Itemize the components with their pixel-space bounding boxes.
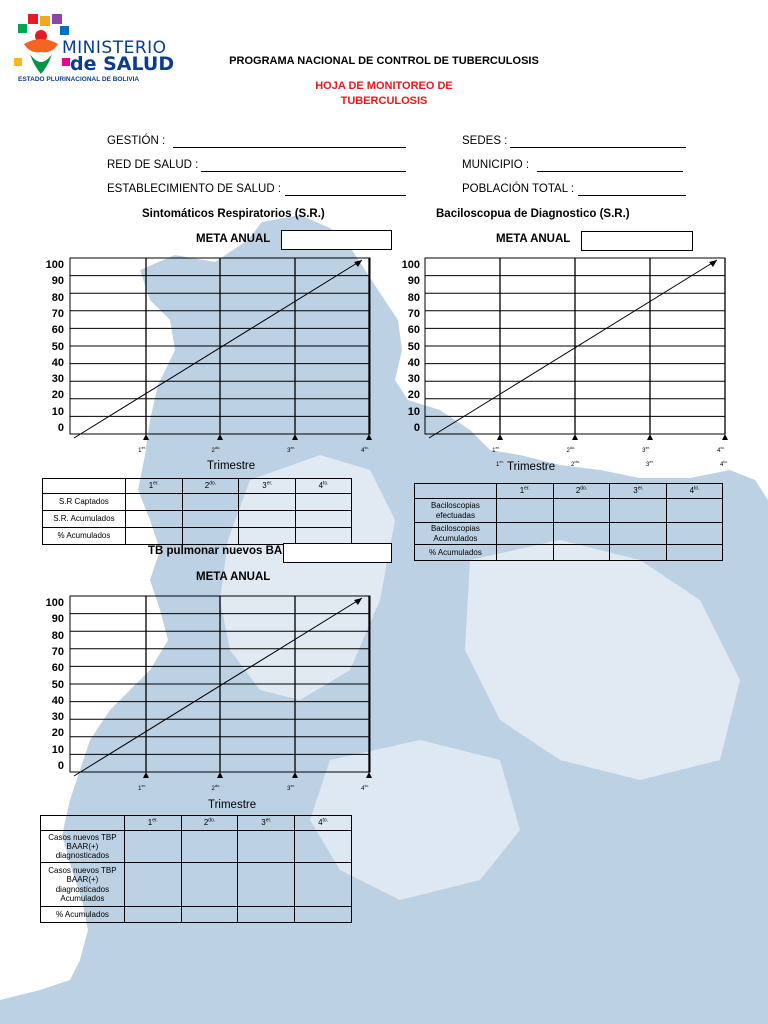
sheet-title-line2: TUBERCULOSIS [340,95,428,107]
x-tick-label: $4^{to.}$ [720,459,728,468]
table-cell[interactable] [296,494,352,511]
table-row [41,863,352,907]
table-cell[interactable] [182,528,239,545]
establecimiento-label: ESTABLECIMIENTO DE SALUD : [107,183,282,195]
table-cell[interactable] [125,511,182,528]
table-cell[interactable] [553,499,610,523]
table-cell[interactable] [181,863,238,907]
table-cell[interactable] [239,494,296,511]
y-tick-label: 30 [51,373,64,386]
x-tick-label: $2^{do.}$ [211,445,221,454]
y-tick-label: 60 [51,324,64,337]
y-tick-label: 20 [407,389,420,402]
y-tick-label: 10 [51,405,64,418]
section3-title: TB pulmonar nuevos BA [148,545,283,557]
quarter-marker [647,434,653,440]
col-2do: $2^{do.}$ [182,479,239,494]
col-4to: $4^{to.}$ [295,816,352,831]
table-cell[interactable] [125,528,182,545]
table-cell[interactable] [124,907,181,923]
y-tick-label: 70 [51,307,64,320]
y-tick-label: 40 [51,694,64,707]
table-cell[interactable] [295,907,352,923]
section2-table [414,483,723,561]
col-2do: $2^{do.}$ [181,816,238,831]
table-cell[interactable] [610,499,667,523]
table-corner [43,479,126,494]
red-salud-label: RED DE SALUD : [107,159,199,171]
gestion-label: GESTIÓN : [107,135,166,147]
table-row [415,523,723,545]
row-label: % Acumulados [43,528,126,545]
table-cell[interactable] [553,545,610,561]
y-tick-label: 90 [51,613,64,626]
table-cell[interactable] [496,523,553,545]
y-tick-label: 40 [51,356,64,369]
chart2-grid [416,250,768,480]
section2-meta-input[interactable] [581,231,693,251]
table-cell[interactable] [610,523,667,545]
table-row [43,494,352,511]
col-3er: $3^{er.}$ [238,816,295,831]
quarter-marker [572,434,578,440]
x-tick-label: $1^{er.}$ [492,445,500,454]
col-4to: $4^{to.}$ [667,484,723,499]
col-2do: $2^{do.}$ [553,484,610,499]
row-label: Baciloscopias Acumulados [415,523,497,545]
x-tick-label: $3^{er.}$ [287,783,295,792]
poblacion-field[interactable] [578,195,686,196]
y-tick-label: 70 [407,307,420,320]
x-tick-label: $2^{do.}$ [211,783,221,792]
table-cell[interactable] [496,545,553,561]
table-cell[interactable] [182,494,239,511]
section3-trimestre-label: Trimestre [208,799,257,811]
y-tick-label: 90 [51,275,64,288]
municipio-field[interactable] [537,171,683,172]
trend-arrow-icon [354,598,362,605]
col-3er: $3^{er.}$ [239,479,296,494]
section3-meta-input[interactable] [283,543,392,563]
x-tick-label: $4^{to.}$ [361,445,369,454]
table-cell[interactable] [124,863,181,907]
table-row [415,545,723,561]
y-tick-label: 0 [57,760,64,772]
table-cell[interactable] [181,831,238,863]
y-tick-label: 0 [413,422,420,434]
table-cell[interactable] [238,831,295,863]
section3-table [40,815,352,923]
quarter-marker [143,772,149,778]
target-trend-line [74,598,362,776]
target-trend-line [74,260,362,438]
y-tick-label: 0 [57,422,64,434]
sedes-label: SEDES : [462,135,508,147]
row-label: % Acumulados [41,907,125,923]
y-tick-label: 30 [51,711,64,724]
row-label: Casos nuevos TBP BAAR(+) diagnosticados Acumulados [41,863,125,907]
row-label: Casos nuevos TBP BAAR(+) diagnosticados [41,831,125,863]
table-cell[interactable] [182,511,239,528]
table-cell[interactable] [296,528,352,545]
table-cell[interactable] [667,499,723,523]
x-tick-label: $4^{to.}$ [361,783,369,792]
quarter-marker [366,772,372,778]
table-header-row [43,479,352,494]
section2-trimestre-label: Trimestre [507,461,556,473]
trend-arrow-icon [354,260,362,267]
y-tick-label: 60 [51,662,64,675]
chart1-grid [60,250,380,460]
table-cell[interactable] [295,831,352,863]
quarter-marker [217,434,223,440]
municipio-label: MUNICIPIO : [462,159,530,171]
quarter-marker [366,434,372,440]
y-tick-label: 20 [51,389,64,402]
col-1er: $1^{er.}$ [125,479,182,494]
col-4to: $4^{to.}$ [296,479,352,494]
poblacion-label: POBLACIÓN TOTAL : [462,183,575,195]
table-cell[interactable] [239,528,296,545]
sheet-title-line1: HOJA DE MONITOREO DE [315,80,453,92]
x-tick-label: $2^{do.}$ [571,459,580,468]
y-tick-label: 10 [407,405,420,418]
quarter-marker [722,434,728,440]
table-cell[interactable] [181,907,238,923]
y-tick-label: 60 [407,324,420,337]
table-cell[interactable] [124,831,181,863]
x-tick-label: $1^{er.}$ [496,459,504,468]
table-row [41,907,352,923]
col-3er: $3^{er.}$ [610,484,667,499]
table-cell[interactable] [667,545,723,561]
y-tick-label: 30 [407,373,420,386]
x-tick-label: $4^{to.}$ [717,445,725,454]
quarter-marker [143,434,149,440]
quarter-marker [217,772,223,778]
row-label: S.R. Acumulados [43,511,126,528]
y-tick-label: 100 [45,259,64,271]
table-cell[interactable] [667,523,723,545]
y-tick-label: 90 [407,275,420,288]
table-row [43,511,352,528]
ministerio-salud-logo [14,14,174,82]
x-tick-label: $3^{er.}$ [287,445,295,454]
table-cell[interactable] [238,863,295,907]
y-tick-label: 50 [51,678,64,691]
row-label: S.R Captados [43,494,126,511]
table-row [415,499,723,523]
table-corner [415,484,497,499]
row-label: % Acumulados [415,545,497,561]
col-1er: $1^{er.}$ [124,816,181,831]
logo-line2: de SALUD [70,53,175,75]
y-tick-label: 80 [51,629,64,642]
table-corner [41,816,125,831]
table-cell[interactable] [238,907,295,923]
quarter-marker [292,772,298,778]
table-cell[interactable] [295,863,352,907]
red-salud-field[interactable] [201,171,406,172]
table-cell[interactable] [239,511,296,528]
x-tick-label: $1^{er.}$ [138,783,146,792]
section1-trimestre-label: Trimestre [207,460,256,472]
table-header-row [415,484,723,499]
x-tick-label: $3^{er.}$ [646,459,654,468]
gestion-field[interactable] [173,147,406,148]
section1-meta-input[interactable] [281,230,392,250]
table-row [43,528,352,545]
y-tick-label: 70 [51,645,64,658]
section2-title: Baciloscopua de Diagnostico (S.R.) [436,208,630,220]
section3-meta-label: META ANUAL [196,571,271,583]
sedes-field[interactable] [510,147,686,148]
quarter-marker [497,434,503,440]
y-tick-label: 20 [51,727,64,740]
row-label: Baciloscopias efectuadas [415,499,497,523]
y-tick-label: 100 [401,259,420,271]
chart3-grid [60,588,380,798]
section1-title: Sintomáticos Respiratorios (S.R.) [142,208,325,220]
y-tick-label: 40 [407,356,420,369]
table-cell[interactable] [296,511,352,528]
y-tick-label: 80 [51,291,64,304]
section2-meta-label: META ANUAL [496,233,571,245]
section1-meta-label: META ANUAL [196,233,271,245]
section1-table [42,478,352,545]
y-tick-label: 50 [407,340,420,353]
target-trend-line [429,260,717,438]
trend-arrow-icon [709,260,717,267]
quarter-marker [292,434,298,440]
logo-line1: MINISTERIO [62,38,167,58]
establecimiento-field[interactable] [285,195,406,196]
x-tick-label: $2^{do.}$ [566,445,576,454]
table-cell[interactable] [553,523,610,545]
table-row [41,831,352,863]
program-title: PROGRAMA NACIONAL DE CONTROL DE TUBERCULOSIS [229,55,539,67]
x-tick-label: $3^{er.}$ [642,445,650,454]
x-tick-label: $1^{er.}$ [138,445,146,454]
table-cell[interactable] [125,494,182,511]
y-tick-label: 100 [45,597,64,609]
table-cell[interactable] [610,545,667,561]
col-1er: $1^{er.}$ [496,484,553,499]
table-cell[interactable] [496,499,553,523]
y-tick-label: 10 [51,743,64,756]
y-tick-label: 50 [51,340,64,353]
logo-line3: ESTADO PLURINACIONAL DE BOLIVIA [18,76,140,83]
table-header-row [41,816,352,831]
y-tick-label: 80 [407,291,420,304]
